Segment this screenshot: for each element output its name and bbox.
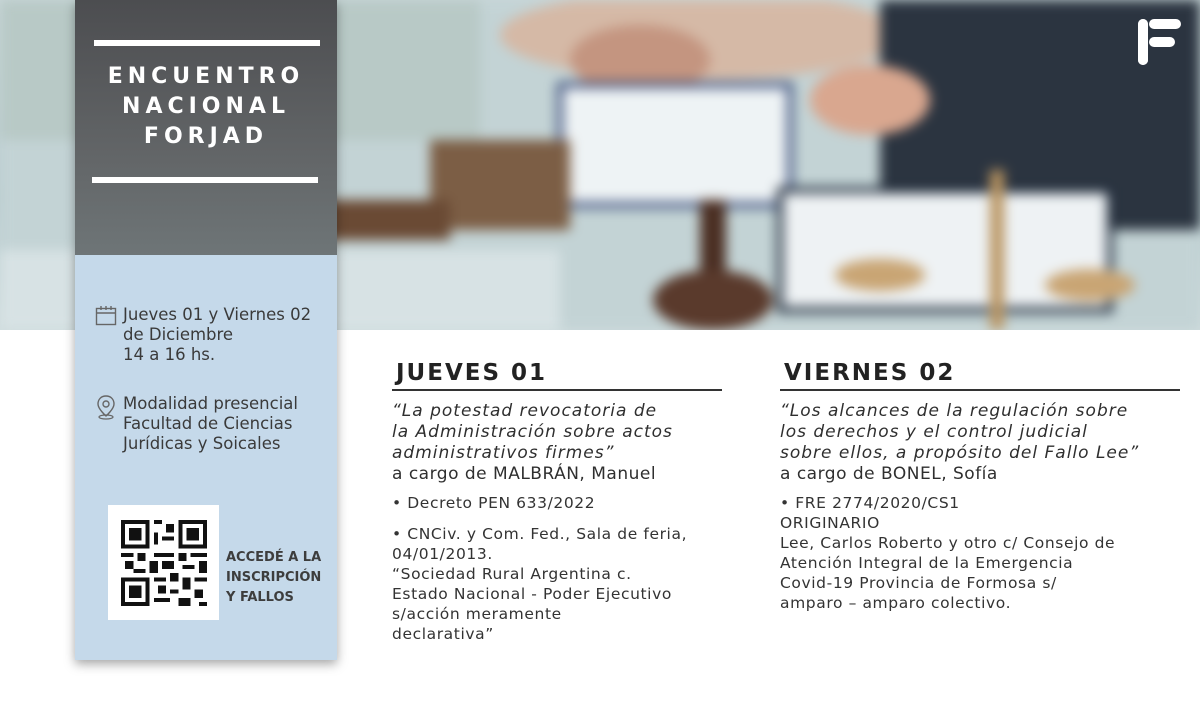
event-title-line: ENCUENTRO — [107, 64, 305, 89]
location-pin-icon — [95, 394, 117, 416]
reference-line: 04/01/2013. — [392, 545, 493, 563]
reference-line: Lee, Carlos Roberto y otro c/ Consejo de — [780, 534, 1116, 552]
reference-line: Estado Nacional - Poder Ejecutivo — [392, 585, 672, 603]
reference-line: • FRE 2774/2020/CS1 — [780, 494, 960, 512]
talk-title-line: “Los alcances de la regulación sobre — [780, 401, 1129, 421]
reference-line: • CNCiv. y Com. Fed., Sala de feria, — [392, 525, 688, 543]
heading-underline — [780, 389, 1180, 391]
reference-item — [780, 493, 1180, 613]
day-heading: VIERNES 02 — [784, 360, 956, 386]
reference-line: ORIGINARIO — [780, 514, 880, 532]
reference-line: amparo – amparo colectivo. — [780, 594, 1012, 612]
talk-title-line: la Administración sobre actos — [392, 422, 673, 442]
reference-item — [392, 524, 722, 644]
brand-logo-icon — [1137, 18, 1183, 72]
qr-code-icon — [121, 518, 207, 608]
talk-title-line: “La potestad revocatoria de — [392, 401, 658, 421]
qr-code[interactable] — [108, 505, 219, 620]
talk-title-line: los derechos y el control judicial — [780, 422, 1088, 442]
date-line: Jueves 01 y Viernes 02 — [123, 305, 312, 324]
event-title-line: FORJAD — [143, 124, 269, 149]
place-line: Modalidad presencial — [123, 394, 298, 413]
event-title-line: NACIONAL — [122, 94, 290, 119]
talk-title — [780, 401, 1180, 464]
registration-line: INSCRIPCIÓN — [226, 570, 322, 585]
friday-column — [780, 357, 1180, 613]
calendar-icon — [95, 305, 117, 327]
talk-title-line: sobre ellos, a propósito del Fallo Lee” — [780, 443, 1140, 463]
talk-title-line: administrativos firmes” — [392, 443, 615, 463]
speaker: a cargo de BONEL, Sofía — [780, 464, 998, 484]
reference-line: s/acción meramente — [392, 605, 562, 623]
date-line: de Diciembre — [123, 325, 234, 344]
reference-line: “Sociedad Rural Argentina c. — [392, 565, 632, 583]
sidebar-header — [75, 0, 337, 255]
time-line: 14 a 16 hs. — [123, 345, 216, 364]
registration-link[interactable] — [226, 548, 321, 608]
reference-item: • Decreto PEN 633/2022 — [392, 494, 596, 512]
reference-line: declarativa” — [392, 625, 494, 643]
place-line: Jurídicas y Soicales — [123, 434, 281, 453]
speaker: a cargo de MALBRÁN, Manuel — [392, 464, 657, 484]
heading-underline — [392, 389, 722, 391]
registration-line: ACCEDÉ A LA — [226, 550, 322, 565]
reference-line: Covid-19 Provincia de Formosa s/ — [780, 574, 1057, 592]
place-line: Facultad de Ciencias — [123, 414, 293, 433]
title-rule-top — [94, 40, 320, 46]
talk-title — [392, 401, 722, 464]
day-heading: JUEVES 01 — [396, 360, 548, 386]
registration-line: Y FALLOS — [226, 590, 294, 605]
event-title — [75, 62, 337, 152]
reference-line: Atención Integral de la Emergencia — [780, 554, 1074, 572]
event-sidebar — [75, 0, 337, 660]
thursday-column — [392, 357, 722, 644]
title-rule-bottom — [92, 177, 318, 183]
